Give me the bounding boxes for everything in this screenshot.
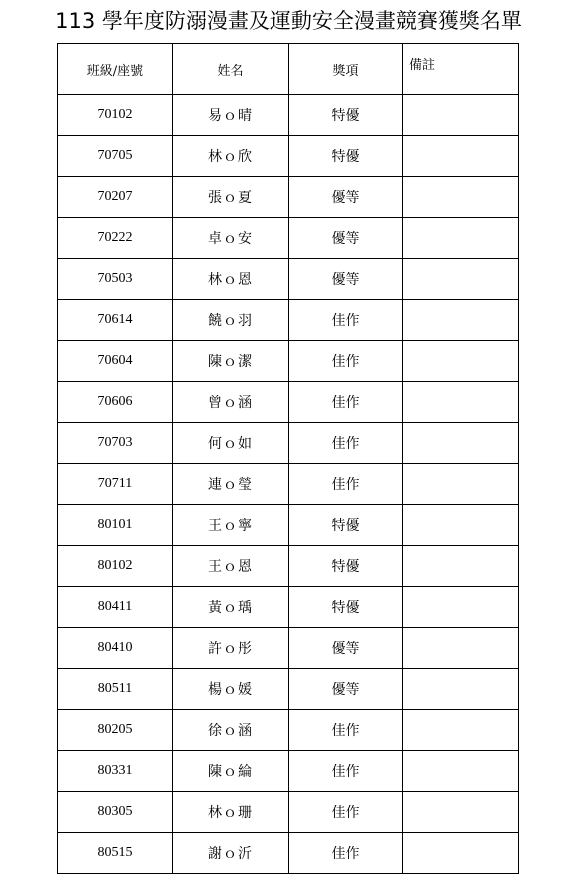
note-cell [403, 833, 519, 874]
name-cell: 王ｏ恩 [173, 546, 289, 587]
class-seat-cell: 70222 [58, 218, 173, 259]
name-cell: 許ｏ彤 [173, 628, 289, 669]
note-cell [403, 341, 519, 382]
award-cell: 佳作 [289, 833, 403, 874]
name-cell: 曾ｏ涵 [173, 382, 289, 423]
name-cell: 徐ｏ涵 [173, 710, 289, 751]
award-cell: 優等 [289, 628, 403, 669]
award-cell: 佳作 [289, 792, 403, 833]
table-row [58, 628, 519, 669]
note-cell [403, 546, 519, 587]
name-cell: 楊ｏ媛 [173, 669, 289, 710]
note-cell [403, 669, 519, 710]
class-seat-cell: 70604 [58, 341, 173, 382]
table-row [58, 423, 519, 464]
table-row [58, 300, 519, 341]
table-row [58, 218, 519, 259]
table-header-row [58, 44, 519, 95]
note-cell [403, 792, 519, 833]
award-cell: 佳作 [289, 300, 403, 341]
class-seat-cell: 80305 [58, 792, 173, 833]
note-cell [403, 751, 519, 792]
table-row [58, 669, 519, 710]
name-cell: 王ｏ寧 [173, 505, 289, 546]
award-cell: 特優 [289, 95, 403, 136]
award-cell: 佳作 [289, 423, 403, 464]
table-row [58, 587, 519, 628]
name-cell: 張ｏ夏 [173, 177, 289, 218]
table-row [58, 136, 519, 177]
class-seat-cell: 70614 [58, 300, 173, 341]
award-cell: 佳作 [289, 464, 403, 505]
class-seat-cell: 80411 [58, 587, 173, 628]
name-cell: 謝ｏ沂 [173, 833, 289, 874]
award-cell: 佳作 [289, 710, 403, 751]
award-cell: 特優 [289, 546, 403, 587]
note-cell [403, 505, 519, 546]
name-cell: 易ｏ晴 [173, 95, 289, 136]
name-cell: 饒ｏ羽 [173, 300, 289, 341]
award-cell: 佳作 [289, 751, 403, 792]
note-cell [403, 95, 519, 136]
table-row [58, 464, 519, 505]
class-seat-cell: 70703 [58, 423, 173, 464]
table-row [58, 792, 519, 833]
header-note: 備註 [403, 44, 519, 95]
table-row [58, 505, 519, 546]
note-cell [403, 464, 519, 505]
award-cell: 特優 [289, 587, 403, 628]
note-cell [403, 259, 519, 300]
note-cell [403, 382, 519, 423]
name-cell: 林ｏ欣 [173, 136, 289, 177]
name-cell: 黃ｏ瑀 [173, 587, 289, 628]
header-name: 姓名 [173, 44, 289, 95]
note-cell [403, 587, 519, 628]
table-row [58, 382, 519, 423]
table-body [58, 95, 519, 874]
name-cell: 林ｏ珊 [173, 792, 289, 833]
header-award: 獎項 [289, 44, 403, 95]
page-title: 113 學年度防溺漫畫及運動安全漫畫競賽獲獎名單 [55, 9, 522, 33]
name-cell: 卓ｏ安 [173, 218, 289, 259]
note-cell [403, 300, 519, 341]
table-row [58, 341, 519, 382]
award-cell: 佳作 [289, 341, 403, 382]
class-seat-cell: 70207 [58, 177, 173, 218]
note-cell [403, 710, 519, 751]
award-cell: 優等 [289, 218, 403, 259]
class-seat-cell: 80511 [58, 669, 173, 710]
class-seat-cell: 80102 [58, 546, 173, 587]
class-seat-cell: 80101 [58, 505, 173, 546]
class-seat-cell: 70503 [58, 259, 173, 300]
class-seat-cell: 70711 [58, 464, 173, 505]
class-seat-cell: 80515 [58, 833, 173, 874]
note-cell [403, 423, 519, 464]
table-row [58, 833, 519, 874]
award-cell: 優等 [289, 669, 403, 710]
note-cell [403, 628, 519, 669]
note-cell [403, 177, 519, 218]
class-seat-cell: 80205 [58, 710, 173, 751]
class-seat-cell: 70705 [58, 136, 173, 177]
name-cell: 陳ｏ綸 [173, 751, 289, 792]
header-class-seat: 班級/座號 [58, 44, 173, 95]
table-row [58, 95, 519, 136]
name-cell: 何ｏ如 [173, 423, 289, 464]
class-seat-cell: 70606 [58, 382, 173, 423]
table-row [58, 546, 519, 587]
note-cell [403, 136, 519, 177]
note-cell [403, 218, 519, 259]
name-cell: 連ｏ瑩 [173, 464, 289, 505]
table-row [58, 177, 519, 218]
table-row [58, 259, 519, 300]
award-cell: 特優 [289, 505, 403, 546]
table-row [58, 751, 519, 792]
class-seat-cell: 80331 [58, 751, 173, 792]
class-seat-cell: 70102 [58, 95, 173, 136]
award-cell: 優等 [289, 177, 403, 218]
name-cell: 陳ｏ潔 [173, 341, 289, 382]
award-cell: 優等 [289, 259, 403, 300]
class-seat-cell: 80410 [58, 628, 173, 669]
name-cell: 林ｏ恩 [173, 259, 289, 300]
award-cell: 佳作 [289, 382, 403, 423]
award-cell: 特優 [289, 136, 403, 177]
award-winners-table [57, 43, 519, 874]
table-row [58, 710, 519, 751]
